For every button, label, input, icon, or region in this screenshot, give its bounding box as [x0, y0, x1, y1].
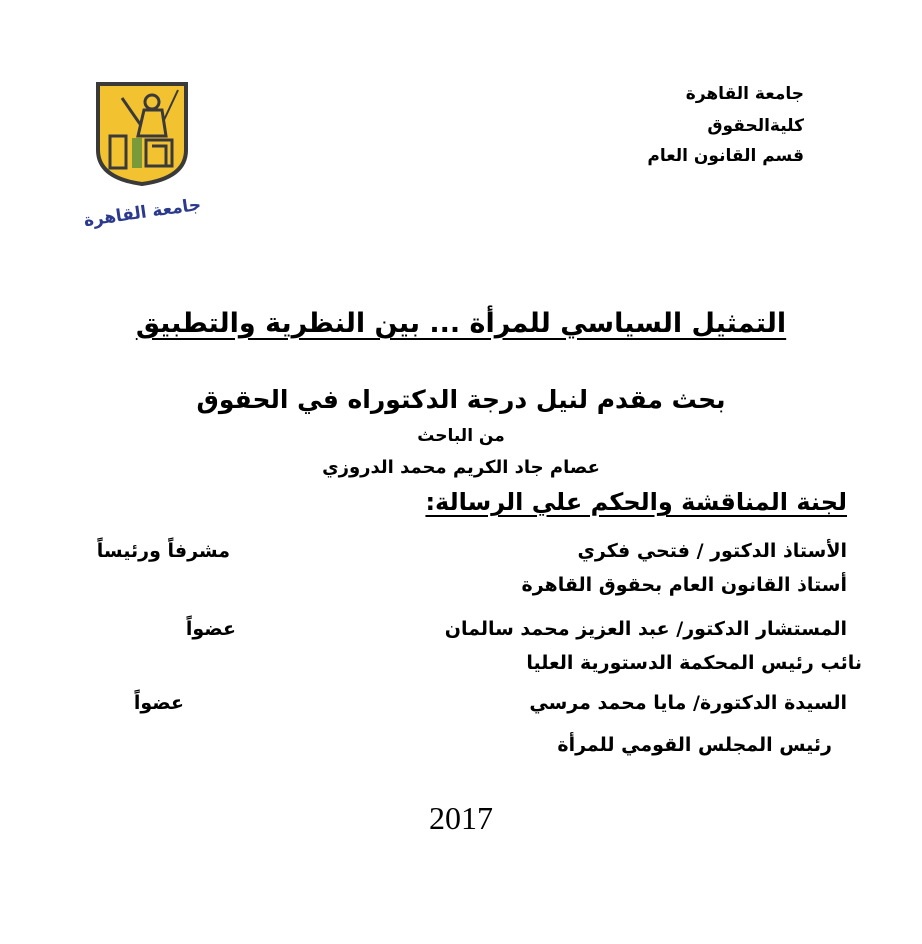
researcher-name: عصام جاد الكريم محمد الدروزي: [322, 457, 600, 478]
committee-member-role: مشرفاً ورئيساً: [96, 540, 230, 562]
cairo-university-logo-icon: [82, 80, 203, 232]
thesis-subtitle: بحث مقدم لنيل درجة الدكتوراه في الحقوق: [196, 385, 726, 414]
committee-member-name: المستشار الدكتور/ عبد العزيز محمد سالمان: [444, 618, 847, 640]
university-logo: [82, 80, 203, 232]
thesis-title: التمثيل السياسي للمرأة ... بين النظرية والتطبيق: [135, 308, 787, 339]
faculty-name: كليةالحقوق: [707, 116, 804, 136]
committee-heading: لجنة المناقشة والحكم علي الرسالة:: [425, 488, 847, 516]
department-name: قسم القانون العام: [647, 146, 804, 166]
committee-member-position: رئيس المجلس القومي للمرأة: [557, 734, 832, 756]
committee-member-role: عضواً: [185, 618, 236, 640]
committee-member-role: عضواً: [133, 692, 184, 714]
committee-member-position: أستاذ القانون العام بحقوق القاهرة: [521, 574, 847, 596]
university-name: جامعة القاهرة: [685, 84, 804, 104]
svg-text:جامعة القاهرة: جامعة القاهرة: [82, 194, 203, 232]
year: 2017: [429, 800, 493, 836]
committee-member-name: الأستاذ الدكتور / فتحي فكري: [577, 540, 847, 562]
committee-member-name: السيدة الدكتورة/ مايا محمد مرسي: [529, 692, 847, 714]
committee-member-position: نائب رئيس المحكمة الدستورية العليا: [526, 652, 862, 674]
from-researcher-label: من الباحث: [417, 426, 505, 446]
